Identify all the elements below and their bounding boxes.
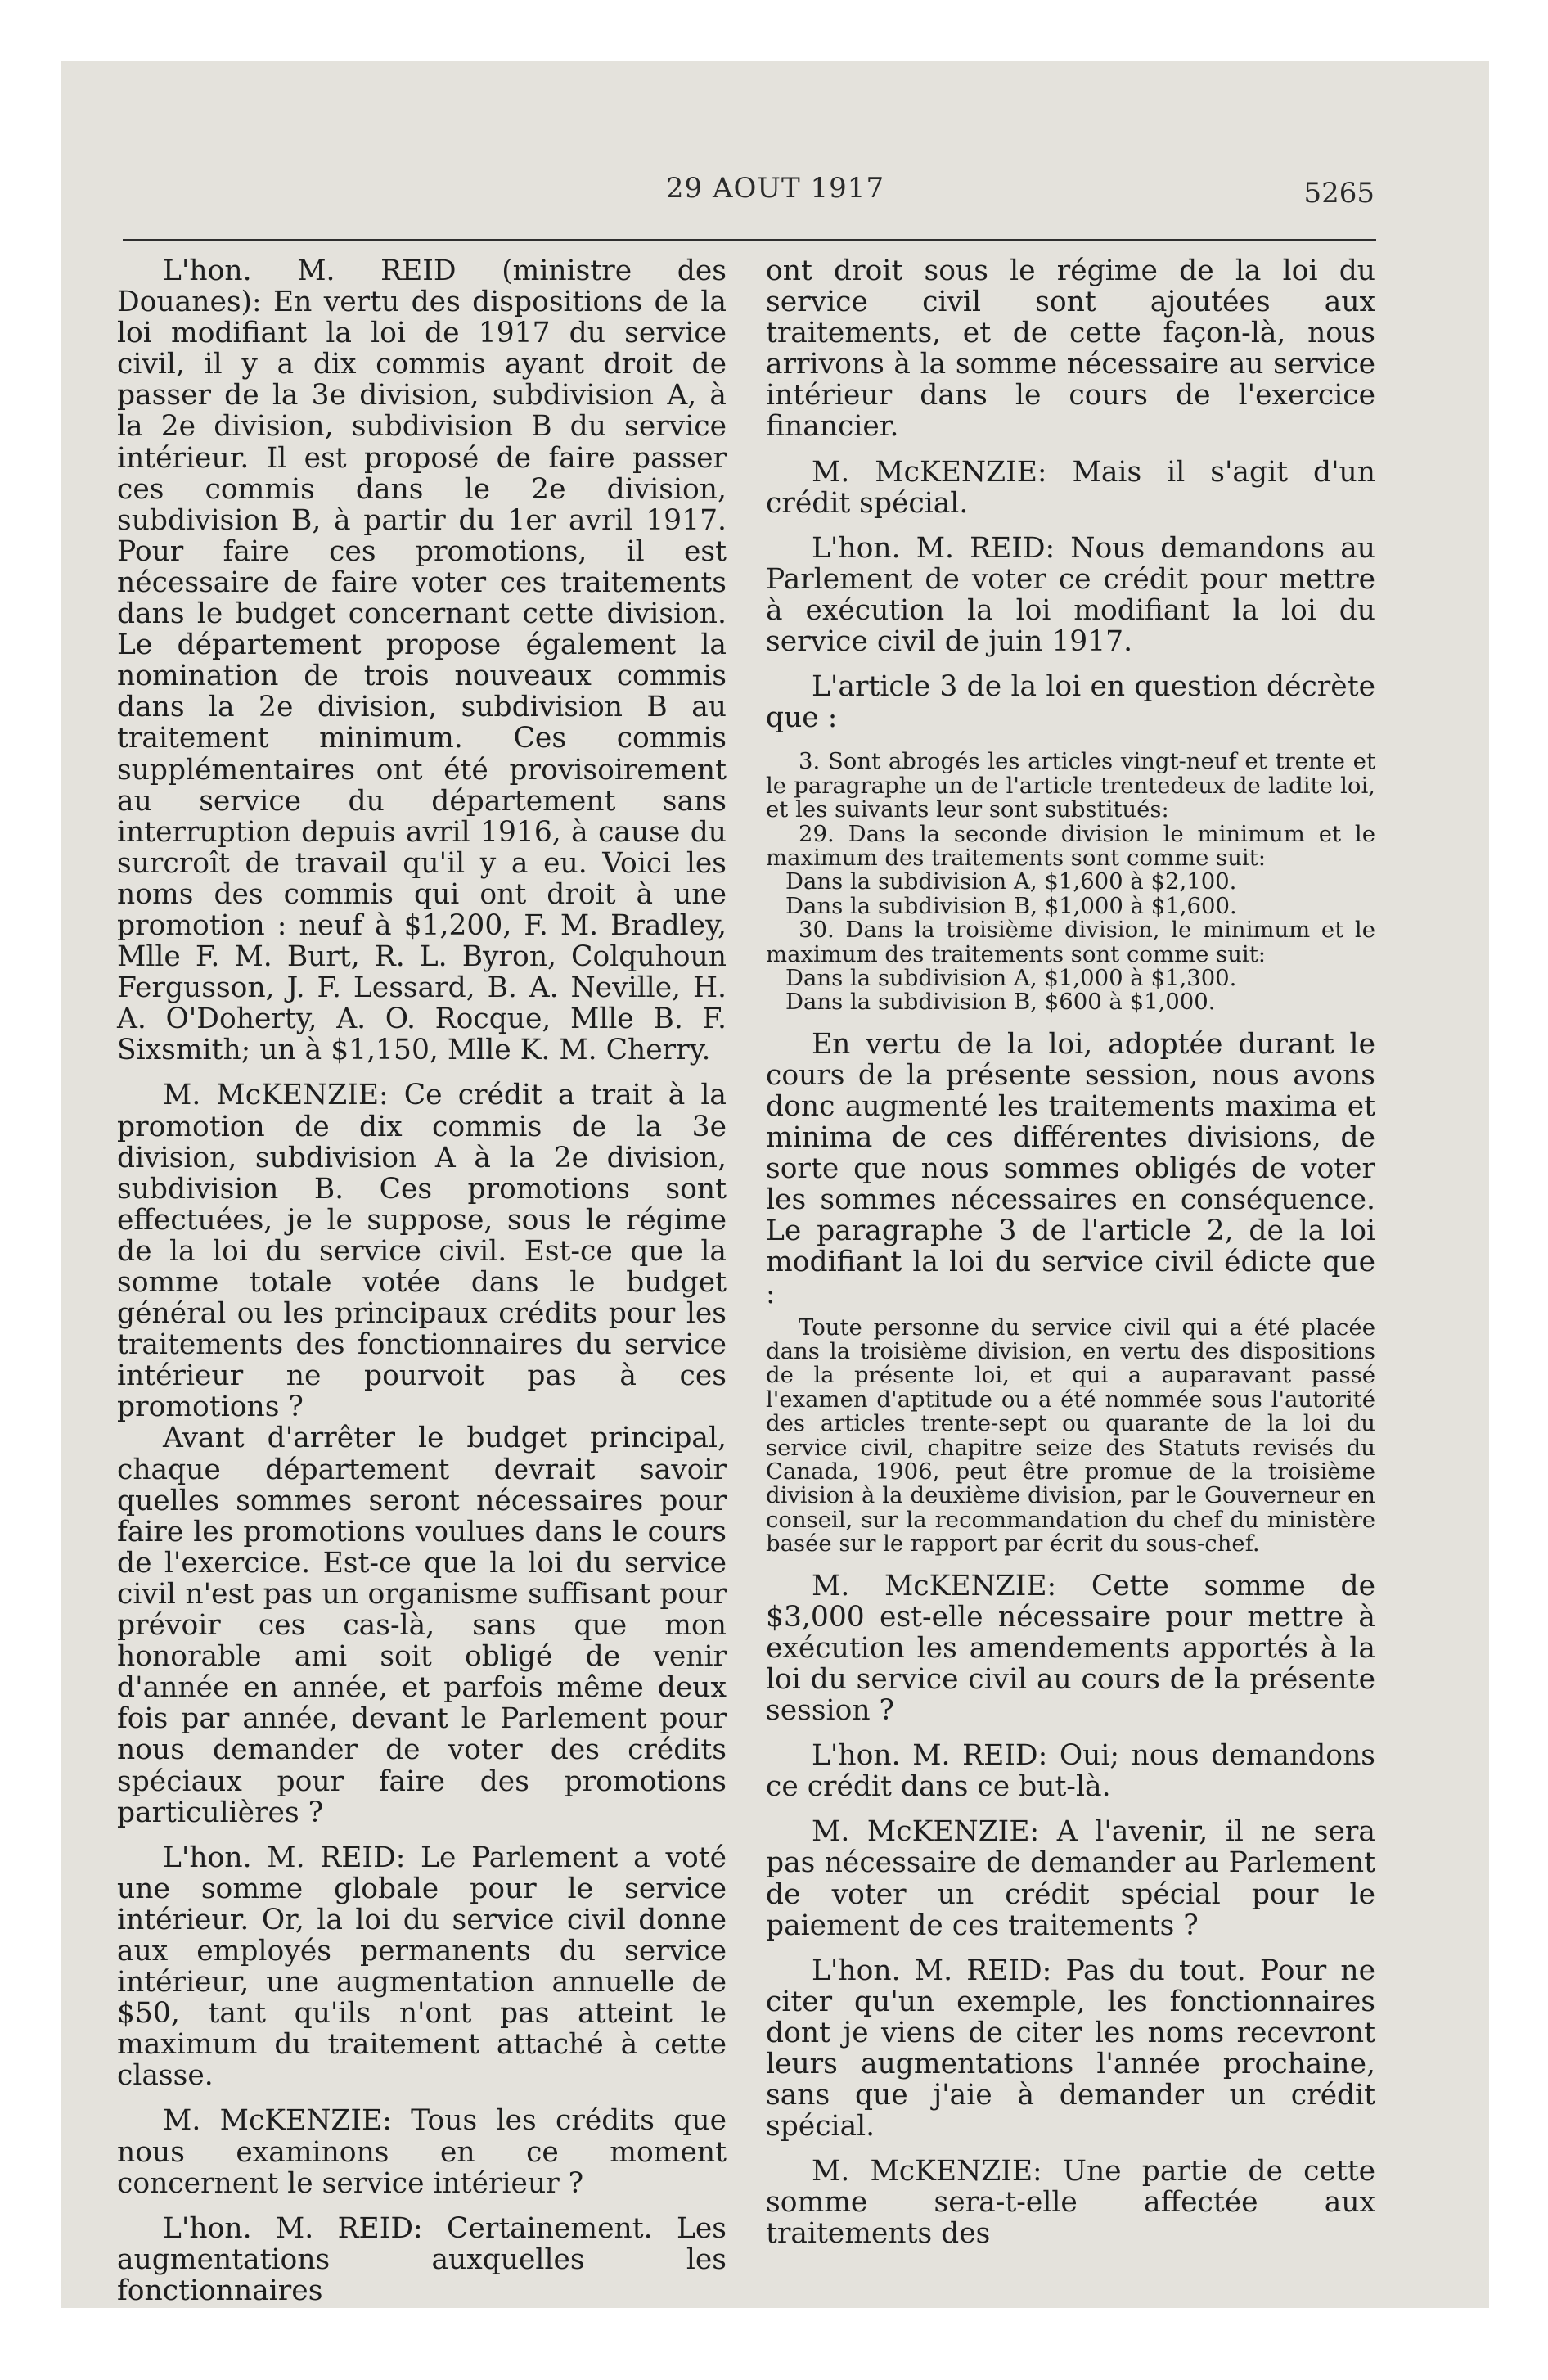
left-column bbox=[117, 255, 727, 2306]
quote-line: Dans la subdivision A, $1,600 à $2,100. bbox=[785, 868, 1237, 895]
header-date: 29 AOUT 1917 bbox=[665, 172, 885, 205]
paragraph: M. McKENZIE: Une partie de cette somme sera-t-elle affectée aux traitements des bbox=[766, 2155, 1375, 2251]
paragraph: M. McKENZIE: Cette somme de $3,000 est-elle nécessaire pour mettre à exécution les amendements apportés à la loi du service civil au cours de la présente session ? bbox=[766, 1569, 1375, 1728]
page-number: 5265 bbox=[1303, 177, 1375, 210]
paragraph: M. McKENZIE: Mais il s'agit d'un crédit spécial. bbox=[766, 455, 1375, 520]
paragraph: M. McKENZIE: Ce crédit a trait à la promotion de dix commis de la 3e division, subdivision A à la 2e division, subdivision B. Ces promotions sont effectuées, je le suppose, sous le régime de la loi du service civil. Est-ce que la somme totale votée dans le budget général ou les principaux crédits pour les traitements des fonctionnaires du service intérieur ne pourvoit pas à ces promotions ? bbox=[117, 1079, 727, 1424]
quote-line: 3. Sont abrogés les articles vingt-neuf et trente et le paragraphe un de l'article trentedeux de ladite loi, et les suivants leur sont substitués: bbox=[766, 748, 1375, 823]
paragraph: L'hon. M. REID: Pas du tout. Pour ne citer qu'un exemple, les fonctionnaires dont je viens de citer les noms recevront leurs augmentations l'année prochaine, sans que j'aie à demander un crédit spécial. bbox=[766, 1954, 1375, 2143]
paragraph: Avant d'arrêter le budget principal, chaque département devrait savoir quelles sommes seront nécessaires pour faire les promotions voulues dans le cours de l'exercice. Est-ce que la loi du service civil n'est pas un organisme suffisant pour prévoir ces cas-là, sans que mon honorable ami soit obligé de venir d'année en année, et parfois même deux fois par année, devant le Parlement pour nous demander de voter des crédits spéciaux pour faire des promotions particulières ? bbox=[117, 1422, 727, 1829]
quoted-article bbox=[766, 750, 1375, 1014]
quote-line: Dans la subdivision A, $1,000 à $1,300. bbox=[785, 964, 1237, 991]
right-column bbox=[766, 255, 1375, 2250]
header-rule bbox=[123, 239, 1376, 241]
quote-line: 30. Dans la troisième division, le minimum et le maximum des traitements sont comme suit: bbox=[766, 917, 1375, 967]
paragraph: L'article 3 de la loi en question décrète que : bbox=[766, 670, 1375, 735]
quote-line: Dans la subdivision B, $600 à $1,000. bbox=[785, 989, 1216, 1016]
paragraph: En vertu de la loi, adoptée durant le cours de la présente session, nous avons donc augmenté les traitements maxima et minima de ces différentes divisions, de sorte que nous sommes obligés de voter les sommes nécessaires en conséquence. Le paragraphe 3 de l'article 2, de la loi modifiant la loi du service civil édicte que : bbox=[766, 1027, 1375, 1310]
quote-line: Dans la subdivision B, $1,000 à $1,600. bbox=[785, 892, 1237, 919]
quote-line: 29. Dans la seconde division le minimum et le maximum des traitements sont comme suit: bbox=[766, 820, 1375, 871]
paragraph: L'hon. M. REID: Certainement. Les augmentations auxquelles les fonctionnaires bbox=[117, 2211, 727, 2307]
quoted-article: Toute personne du service civil qui a été placée dans la troisième division, en vertu des dispositions de la présente loi, et qui a auparavant passé l'examen d'aptitude ou a été nommée sous l'autorité des articles trente-sept ou quarante de la loi du service civil, chapitre seize des Statuts revisés du Canada, 1906, peut être promue de la troisième division à la deuxième division, par le Gouverneur en conseil, sur la recommandation du chef du ministère basée sur le rapport par écrit du sous-chef. bbox=[766, 1314, 1375, 1557]
paragraph: M. McKENZIE: Tous les crédits que nous examinons en ce moment concernent le service intérieur ? bbox=[117, 2104, 727, 2200]
paragraph: L'hon. M. REID: Nous demandons au Parlement de voter ce crédit pour mettre à exécution la loi modifiant la loi du service civil de juin 1917. bbox=[766, 531, 1375, 659]
paragraph: ont droit sous le régime de la loi du service civil sont ajoutées aux traitements, et de cette façon-là, nous arrivons à la somme nécessaire au service intérieur dans le cours de l'exercice financier. bbox=[766, 255, 1375, 444]
page-header bbox=[176, 172, 1375, 210]
paragraph: L'hon. M. REID: Le Parlement a voté une somme globale pour le service intérieur. Or, la loi du service civil donne aux employés permanents du service intérieur, une augmentation annuelle de $50, tant qu'ils n'ont pas atteint le maximum du traitement attaché à cette classe. bbox=[117, 1841, 727, 2093]
paragraph: L'hon. M. REID (ministre des Douanes): En vertu des dispositions de la loi modifiant la loi de 1917 du service civil, il y a dix commis ayant droit de passer de la 3e division, subdivision A, à la 2e division, subdivision B du service intérieur. Il est proposé de faire passer ces commis dans le 2e division, subdivision B, à partir du 1er avril 1917. Pour faire ces promotions, il est nécessaire de faire voter ces traitements dans le budget concernant cette division. Le département propose également la nomination de trois nouveaux commis dans la 2e division, subdivision B au traitement minimum. Ces commis supplémentaires ont été provisoirement au service du département sans interruption depuis avril 1916, à cause du surcroît de travail qu'il y a eu. Voici les noms des commis qui ont droit à une promotion : neuf à $1,200, F. M. Bradley, Mlle F. M. Burt, R. L. Byron, Colquhoun Fergusson, J. F. Lessard, B. A. Neville, H. A. O'Doherty, A. O. Rocque, Mlle B. F. Sixsmith; un à $1,150, Mlle K. M. Cherry. bbox=[117, 255, 727, 1067]
paragraph: L'hon. M. REID: Oui; nous demandons ce crédit dans ce but-là. bbox=[766, 1739, 1375, 1804]
paragraph: M. McKENZIE: A l'avenir, il ne sera pas nécessaire de demander au Parlement de voter un crédit spécial pour le paiement de ces traitements ? bbox=[766, 1815, 1375, 1942]
